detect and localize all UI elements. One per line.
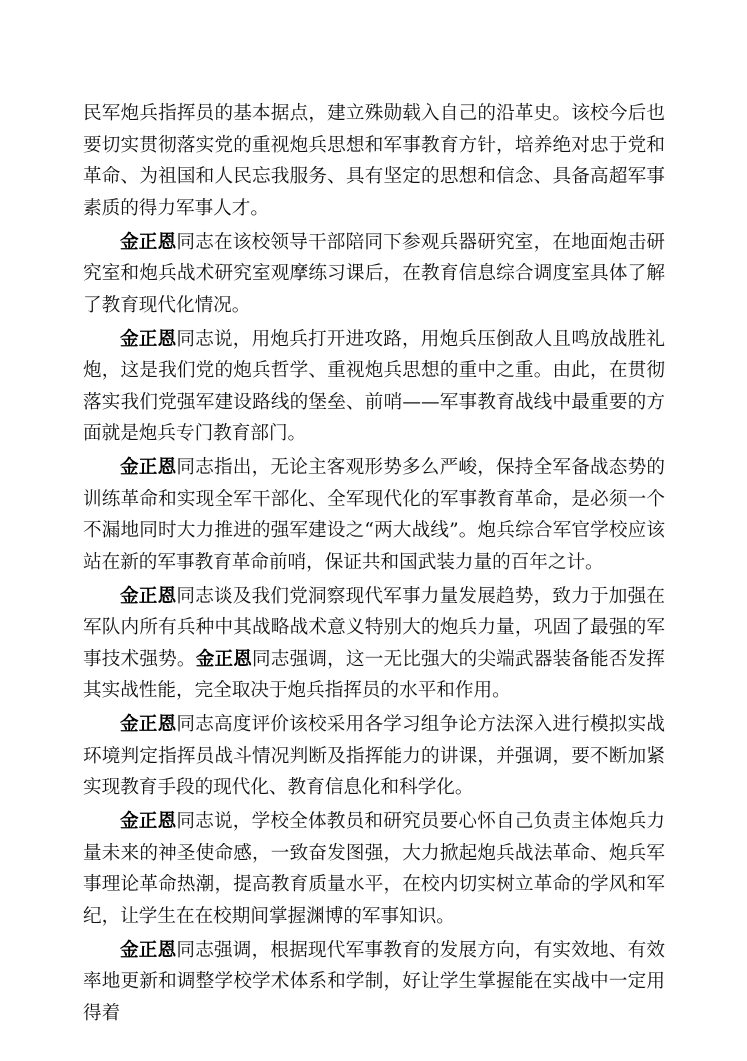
paragraph-text: 同志在该校领导干部陪同下参观兵器研究室，在地面炮击研究室和炮兵战术研究室观摩练习课后，在教育信息综合调度室具体了解了教育现代化情况。 [83,231,665,316]
paragraph-8 [83,935,665,1030]
paragraph-text: 同志说，用炮兵打开进攻路，用炮兵压倒敌人且鸣放战胜礼炮，这是我们党的炮兵哲学、重视炮兵思想的重中之重。由此，在贯彻落实我们党强军建设路线的堡垒、前哨——军事教育战线中最重要的方面就是炮兵专门教育部门。 [83,328,665,444]
paragraph-text: 同志谈及我们党洞察现代军事力量发展趋势，致力于加强在军队内所有兵种中其战略战术意义特别大的炮兵力量，巩固了最强的军事技术强势。 [83,585,665,670]
paragraph-5 [83,581,665,707]
leader-name: 金正恩 [120,231,177,253]
paragraph-7 [83,806,665,932]
document-page [83,98,665,1032]
paragraph-1 [83,98,665,224]
leader-name: 金正恩 [120,585,177,607]
paragraph-text: 同志指出，无论主客观形势多么严峻，保持全军备战态势的训练革命和实现全军干部化、全军现代化的军事教育革命，是必须一个不漏地同时大力推进的强军建设之“两大战线”。炮兵综合军官学校应该站在新的军事教育革命前哨，保证共和国武装力量的百年之计。 [83,457,665,573]
leader-name: 金正恩 [120,811,177,832]
paragraph-text: 同志强调，根据现代军事教育的发展方向，有实效地、有效率地更新和调整学校学术体系和学制，好让学生掌握能在实战中一定用得着 [83,939,665,1024]
paragraph-4 [83,452,665,578]
paragraph-text: 同志说，学校全体教员和研究员要心怀自己负责主体炮兵力量未来的神圣使命感，一致奋发图强，大力掀起炮兵战法革命、炮兵军事理论革命热潮，提高教育质量水平，在校内切实树立革命的学风和军纪，让学生在在校期间掌握渊博的军事知识。 [83,811,665,927]
leader-name: 金正恩 [120,714,177,735]
paragraph-2 [83,227,665,322]
paragraph-text: 民军炮兵指挥员的基本据点，建立殊勋载入自己的沿革史。该校今后也要切实贯彻落实党的重视炮兵思想和军事教育方针，培养绝对忠于党和革命、为祖国和人民忘我服务、具有坚定的思想和信念、具备高超军事素质的得力军事人才。 [83,103,665,219]
paragraph-6 [83,709,665,804]
leader-name: 金正恩 [120,457,177,478]
paragraph-text: 同志强调，这一无比强大的尖端武器装备能否发挥其实战性能，完全取决于炮兵指挥员的水平和作用。 [83,648,665,701]
paragraph-text: 同志高度评价该校采用各学习组争论方法深入进行模拟实战环境判定指挥员战斗情况判断及指挥能力的讲课，并强调，要不断加紧实现教育手段的现代化、教育信息化和科学化。 [83,714,665,798]
leader-name: 金正恩 [120,939,177,961]
paragraph-3 [83,324,665,450]
leader-name: 金正恩 [120,328,177,350]
leader-name: 金正恩 [195,648,253,670]
